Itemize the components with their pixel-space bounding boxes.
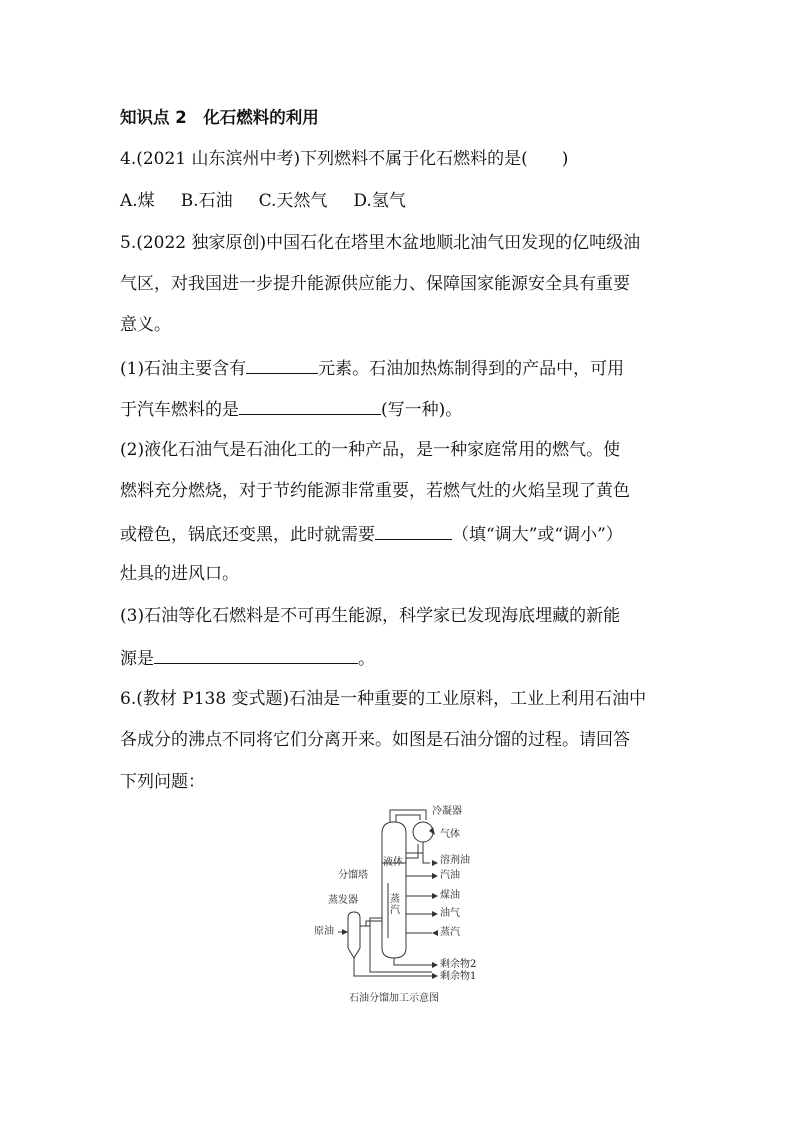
question-5-part-1-line-1 bbox=[120, 356, 624, 380]
q5-p1-text-a: (1)石油主要含有 bbox=[120, 359, 247, 379]
label-gas: 气体 bbox=[440, 829, 460, 840]
question-5-part-2-line-2: 燃料充分燃烧，对于节约能源非常重要，若燃气灶的火焰呈现了黄色 bbox=[120, 481, 630, 501]
condenser-shape bbox=[413, 822, 433, 842]
label-residue-2: 剩余物2 bbox=[440, 959, 477, 970]
option-b: B.石油 bbox=[180, 191, 233, 211]
figure-caption: 石油分馏加工示意图 bbox=[349, 993, 439, 1004]
question-5-part-3-line-2 bbox=[120, 646, 375, 670]
q5-p1-text-b: 元素。石油加热炼制得到的产品中，可用 bbox=[318, 359, 625, 379]
question-5-intro-1: 5.(2022 独家原创)中国石化在塔里木盆地顺北油气田发现的亿吨级油 bbox=[120, 233, 641, 253]
label-condenser: 冷凝器 bbox=[432, 806, 462, 817]
question-6-line-2: 各成分的沸点不同将它们分离开来。如图是石油分馏的过程。请回答 bbox=[120, 730, 630, 750]
question-5-part-2-line-3 bbox=[120, 522, 623, 546]
question-5-intro-3: 意义。 bbox=[120, 315, 171, 335]
question-6-line-3: 下列问题： bbox=[120, 772, 205, 792]
option-d: D.氢气 bbox=[353, 191, 406, 211]
label-solvent-oil: 溶剂油 bbox=[440, 855, 470, 866]
label-evaporator: 蒸发器 bbox=[328, 895, 358, 906]
label-diesel: 油气 bbox=[440, 908, 460, 919]
question-5-part-1-line-2 bbox=[120, 397, 462, 421]
q5-p3-text-b: 。 bbox=[358, 649, 375, 669]
question-5-part-3-line-1: (3)石油等化石燃料是不可再生能源，科学家已发现海底埋藏的新能 bbox=[120, 606, 621, 626]
option-c: C.天然气 bbox=[258, 191, 328, 211]
question-4-stem: 4.(2021 山东滨州中考)下列燃料不属于化石燃料的是( ) bbox=[120, 149, 569, 169]
evaporator-shape bbox=[348, 912, 360, 958]
question-6-line-1: 6.(教材 P138 变式题)石油是一种重要的工业原料，工业上利用石油中 bbox=[120, 689, 647, 709]
fractionating-tower-shape bbox=[382, 822, 406, 958]
question-5-part-2-line-4: 灶具的进风口。 bbox=[120, 564, 239, 584]
section-title: 知识点 2 化石燃料的利用 bbox=[120, 108, 319, 127]
distillation-diagram bbox=[310, 808, 500, 1013]
answer-blank-new-energy[interactable] bbox=[154, 646, 358, 664]
question-5-intro-2: 气区，对我国进一步提升能源供应能力、保障国家能源安全具有重要 bbox=[120, 274, 630, 294]
question-4-options bbox=[120, 190, 432, 212]
label-liquid: 液体 bbox=[383, 857, 403, 868]
q5-p2-text-a: 或橙色，锅底还变黑，此时就需要 bbox=[120, 525, 375, 545]
answer-blank-element[interactable] bbox=[246, 356, 318, 374]
q5-p2-text-b: （填“调大”或“调小”） bbox=[452, 525, 623, 545]
label-steam-out: 蒸汽 bbox=[440, 927, 460, 938]
label-kerosene: 煤油 bbox=[440, 890, 460, 901]
q5-p3-text-a: 源是 bbox=[120, 649, 154, 669]
label-gasoline: 汽油 bbox=[440, 870, 460, 881]
question-5-part-2-line-1: (2)液化石油气是石油化工的一种产品，是一种家庭常用的燃气。使 bbox=[120, 440, 621, 460]
label-crude-oil: 原油 bbox=[314, 926, 334, 937]
label-residue-1: 剩余物1 bbox=[440, 971, 477, 982]
q5-p1-text-d: (写一种)。 bbox=[381, 400, 463, 420]
answer-blank-air-inlet[interactable] bbox=[375, 522, 452, 540]
answer-blank-fuel[interactable] bbox=[239, 397, 381, 415]
option-a: A.煤 bbox=[120, 191, 155, 211]
q5-p1-text-c: 于汽车燃料的是 bbox=[120, 400, 239, 420]
label-tower: 分馏塔 bbox=[338, 870, 368, 881]
label-steam-in: 蒸 汽 bbox=[390, 894, 400, 916]
